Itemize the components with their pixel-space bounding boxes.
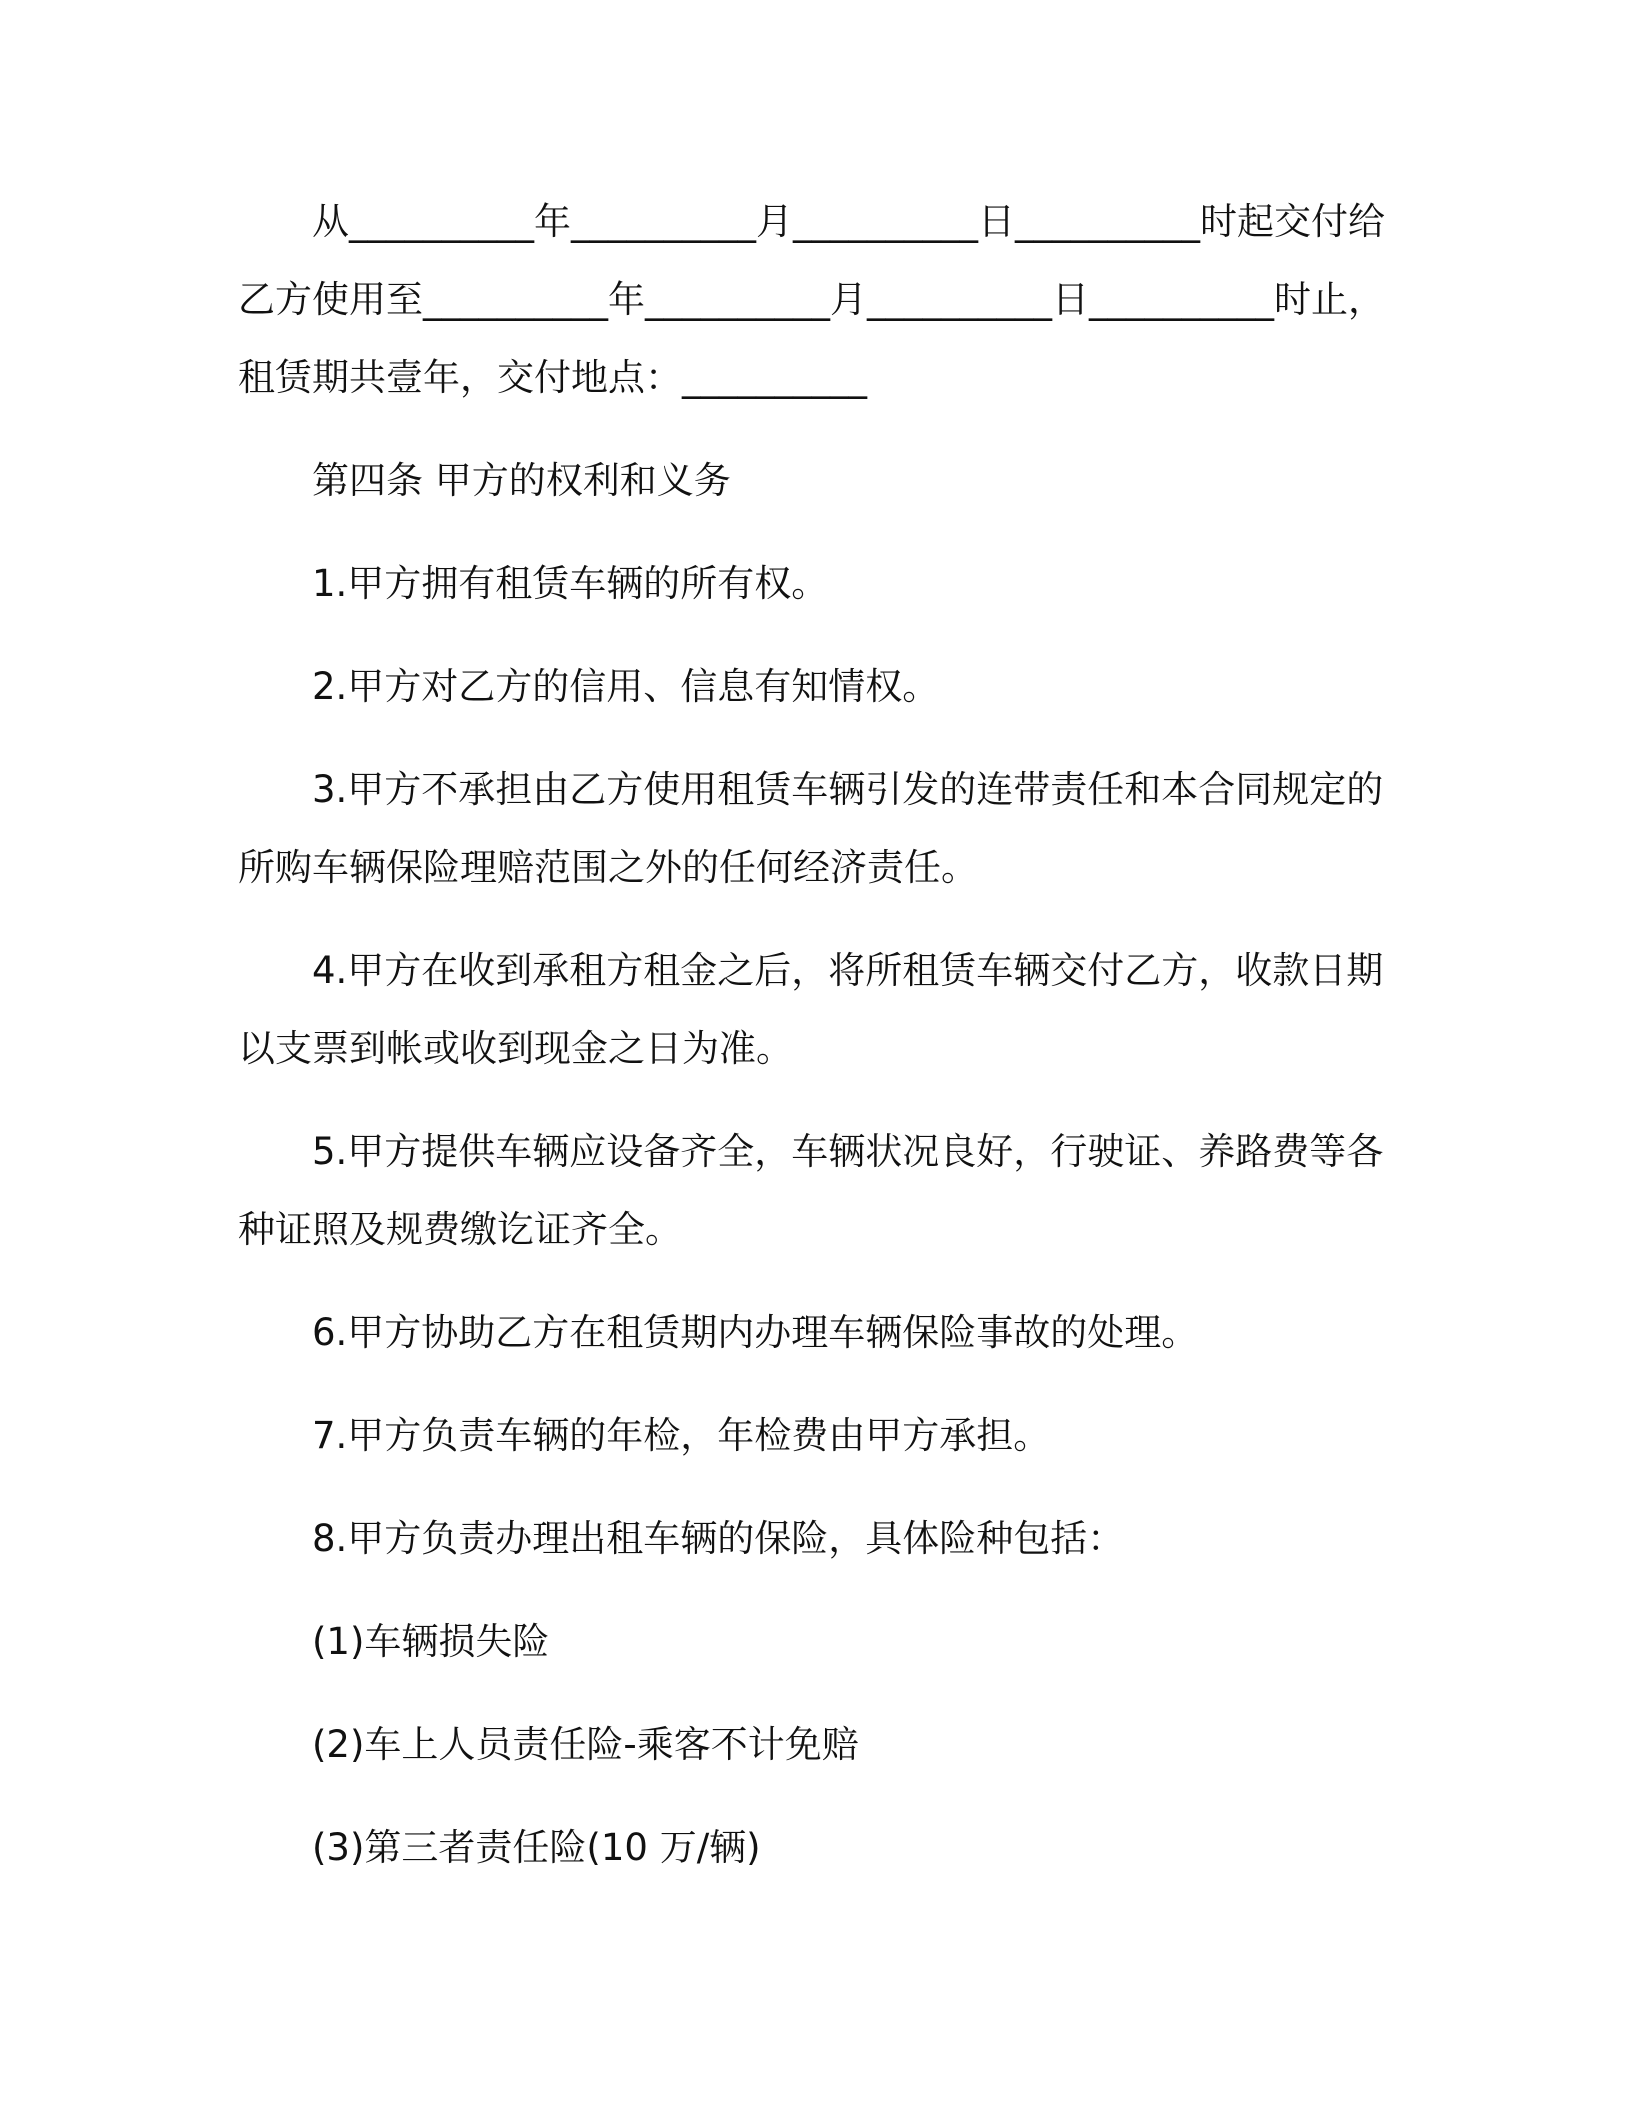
clause-5: 5.甲方提供车辆应设备齐全，车辆状况良好，行驶证、养路费等各种证照及规费缴讫证齐全。 [238,1130,1384,1251]
document-body [238,183,1388,1912]
clause-1: 1.甲方拥有租赁车辆的所有权。 [312,562,829,605]
paragraph-delivery-period: 从__________年__________月__________日__________时起交付给乙方使用至__________年__________月__________日__________时止，租赁期共壹年，交付地点：__________ [238,200,1385,399]
insurance-item-1: (1)车辆损失险 [312,1620,550,1663]
clause-8: 8.甲方负责办理出租车辆的保险，具体险种包括： [312,1517,1125,1560]
clause-6: 6.甲方协助乙方在租赁期内办理车辆保险事故的处理。 [312,1311,1199,1354]
clause-4: 4.甲方在收到承租方租金之后，将所租赁车辆交付乙方，收款日期以支票到帐或收到现金之日为准。 [238,949,1384,1070]
clause-3: 3.甲方不承担由乙方使用租赁车辆引发的连带责任和本合同规定的所购车辆保险理赔范围之外的任何经济责任。 [238,768,1384,889]
insurance-item-2: (2)车上人员责任险-乘客不计免赔 [312,1723,859,1766]
clause-2: 2.甲方对乙方的信用、信息有知情权。 [312,665,940,708]
article-four-heading: 第四条 甲方的权利和义务 [312,459,731,502]
clause-7: 7.甲方负责车辆的年检，年检费由甲方承担。 [312,1414,1051,1457]
insurance-item-3: (3)第三者责任险(10 万/辆) [312,1826,761,1869]
